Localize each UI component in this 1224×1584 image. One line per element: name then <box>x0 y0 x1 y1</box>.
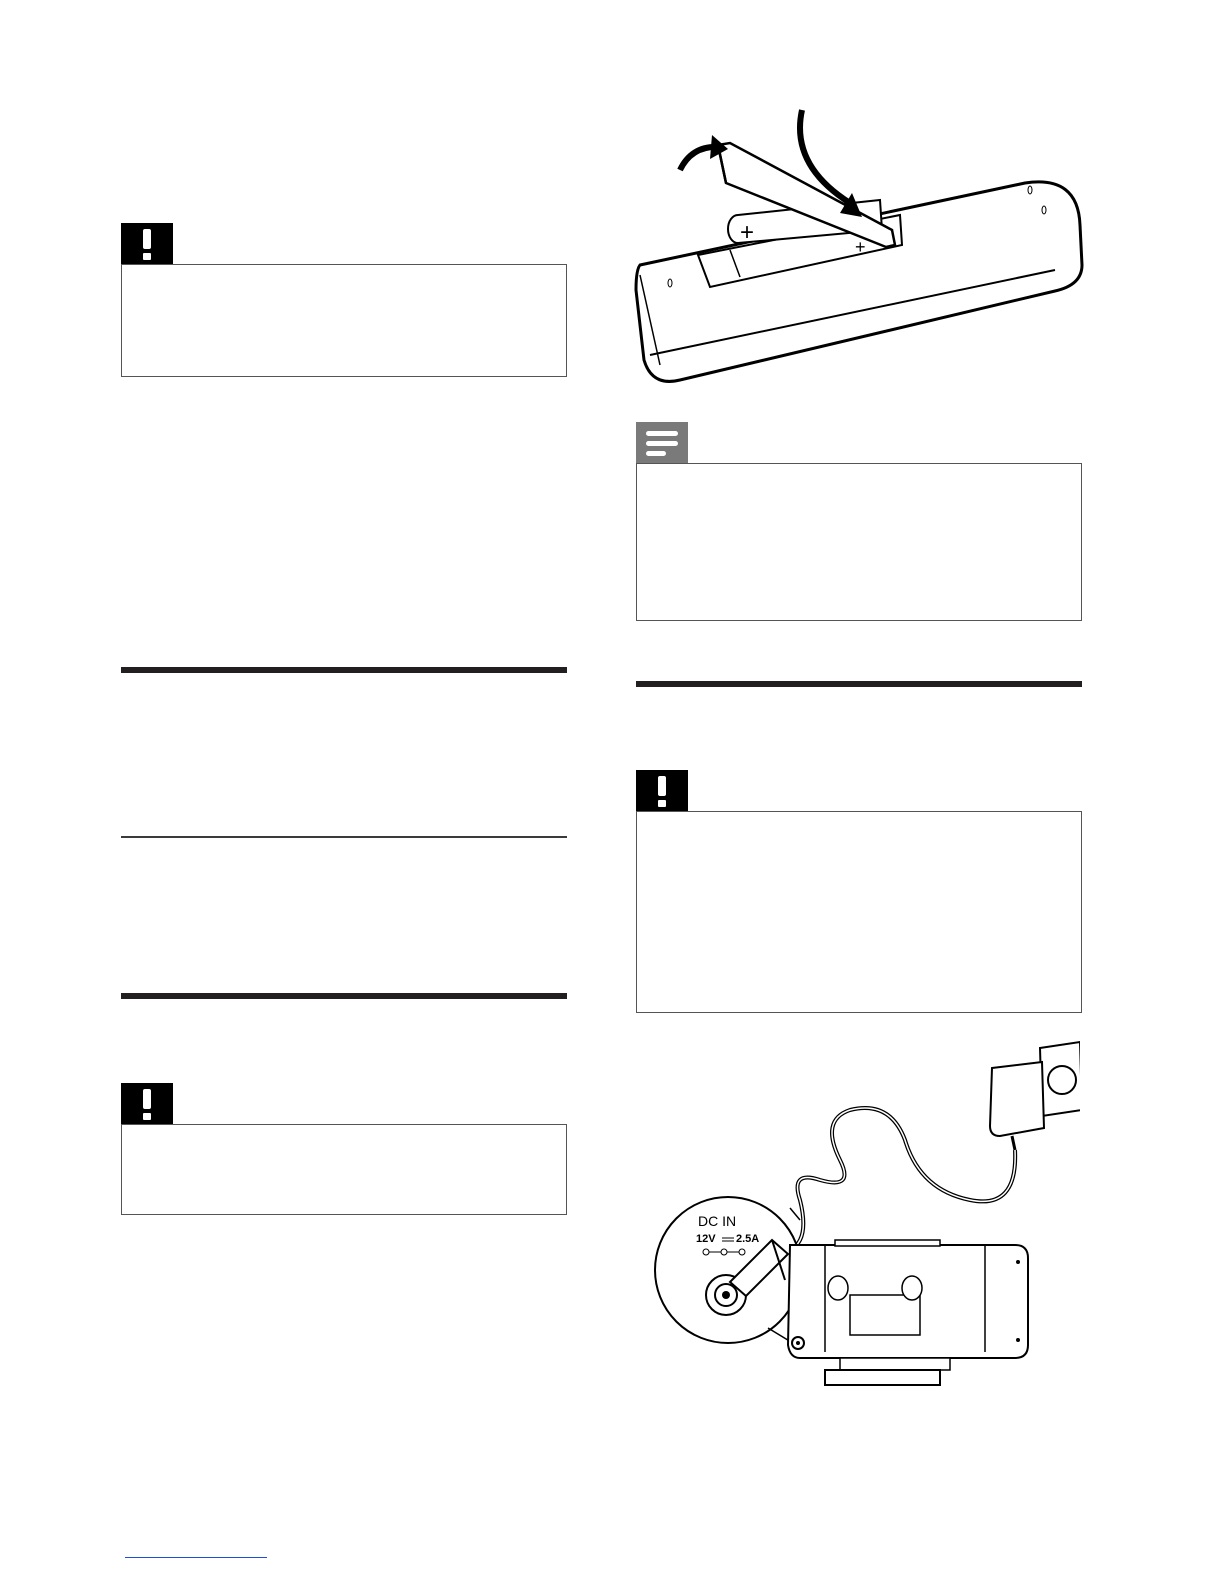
section-rule-2 <box>121 993 567 999</box>
caution-box-2 <box>121 1124 567 1215</box>
note-box <box>636 463 1082 621</box>
exclamation-icon <box>636 770 688 812</box>
subsection-rule-1 <box>121 836 567 838</box>
dc-in-label: DC IN <box>698 1213 737 1229</box>
caution-tab-2 <box>121 1083 173 1125</box>
caution-tab-1 <box>121 223 173 265</box>
battery-plus-label: + <box>740 219 755 246</box>
caution-box-1 <box>121 264 567 377</box>
remote-battery-illustration <box>630 105 1090 390</box>
battery-plus-label-2: + <box>855 237 866 257</box>
caution-tab-3 <box>636 770 688 812</box>
section-rule-3 <box>636 681 1082 687</box>
note-lines-icon <box>636 422 688 464</box>
power-adapter-illustration <box>650 1040 1080 1395</box>
section-rule-1 <box>121 667 567 673</box>
rating-voltage-label: 12V <box>696 1233 716 1245</box>
exclamation-icon <box>121 223 173 265</box>
caution-box-3 <box>636 811 1082 1013</box>
footer-link-underline[interactable] <box>125 1557 267 1558</box>
note-tab <box>636 422 688 464</box>
exclamation-icon <box>121 1083 173 1125</box>
rating-current-label: 2.5A <box>736 1233 760 1245</box>
